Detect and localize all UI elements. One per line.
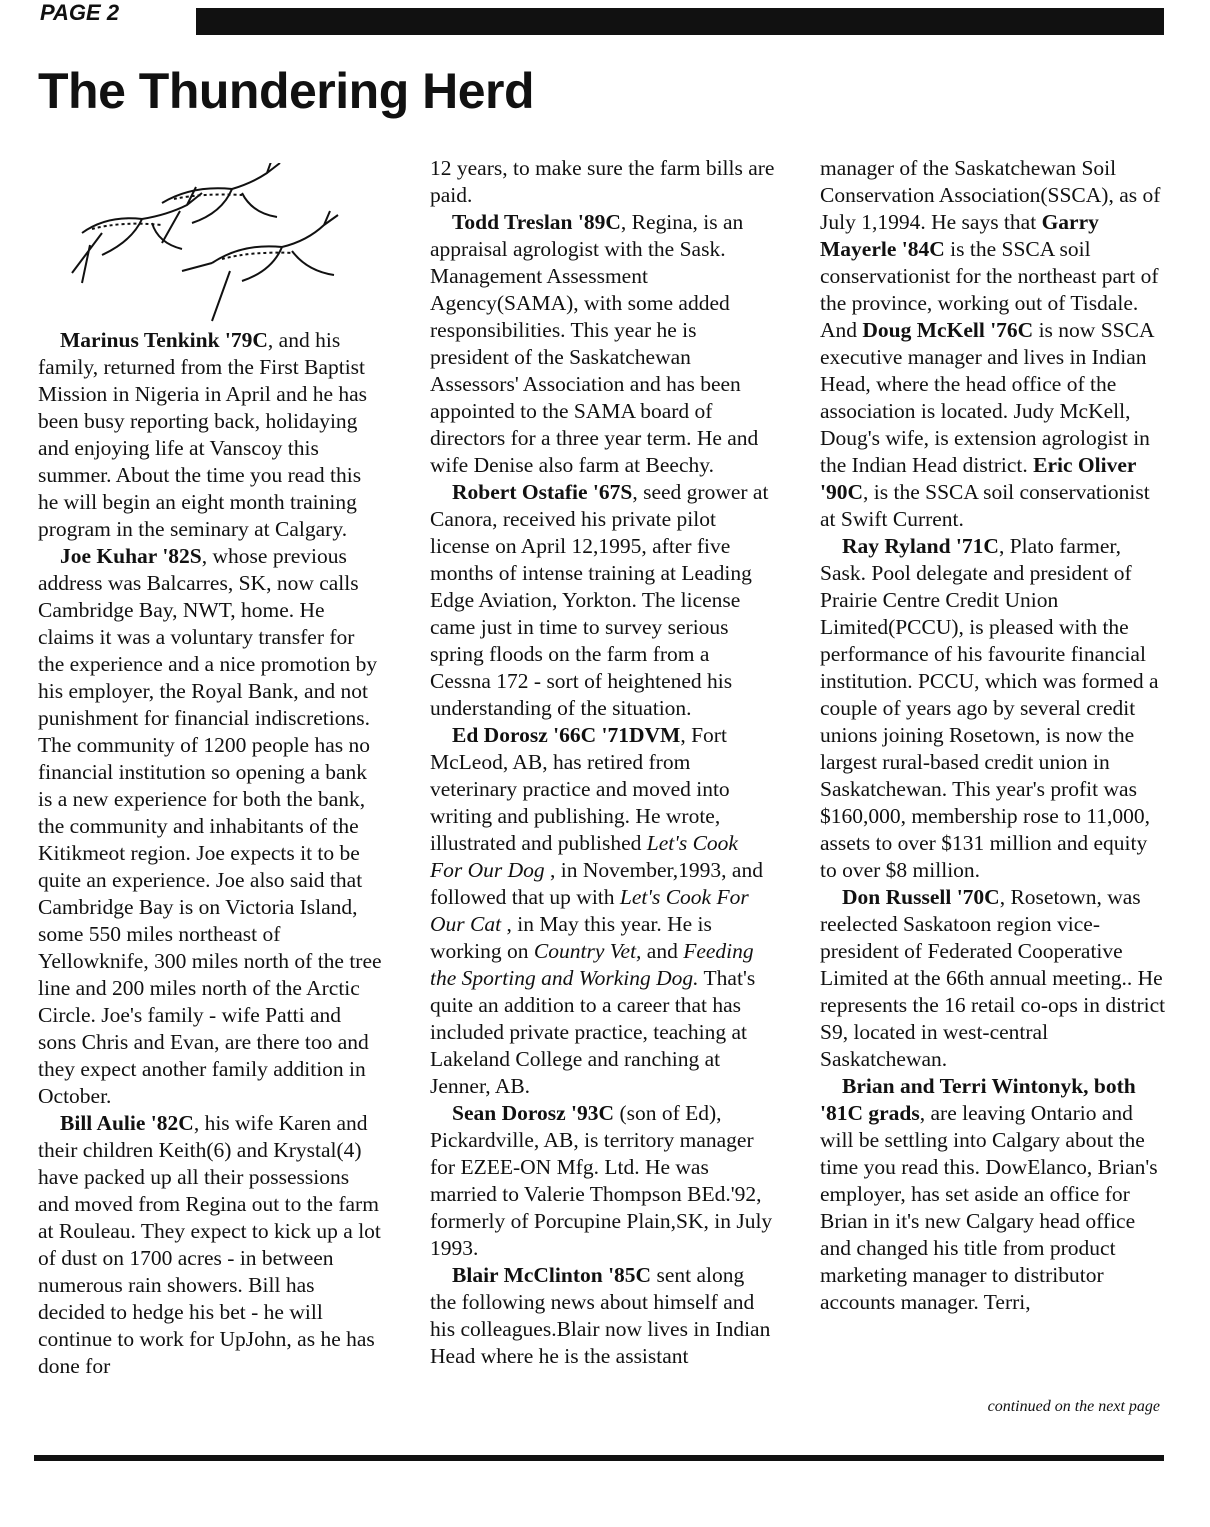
news-item xyxy=(38,327,383,543)
book-title: Country Vet, xyxy=(533,939,642,963)
news-item xyxy=(38,543,383,1110)
news-item xyxy=(430,479,775,722)
alumni-name: Brian and Terri Wintonyk, both '81C grads xyxy=(820,1074,1136,1125)
news-item xyxy=(430,209,775,479)
news-text: , and his family, returned from the First Baptist Mission in Nigeria in April and he has been busy reporting back, holidaying and enjoying life at Vanscoy this summer. About the time you read this he will begin an eight month training program in the seminary at Calgary. xyxy=(38,328,368,541)
news-item xyxy=(430,1100,775,1262)
alumni-name: Garry Mayerle '84C xyxy=(820,210,1099,261)
alumni-name: Joe Kuhar '82S xyxy=(60,544,202,568)
news-item xyxy=(820,884,1168,1073)
news-text: , Rosetown, was reelected Saskatoon region vice-president of Federated Cooperative Limited at the 66th annual meeting.. He represents the 16 retail co-ops in district S9, located in west-central Saskatchewan. xyxy=(820,885,1166,1071)
news-text: , Fort McLeod, AB, has retired from veterinary practice and moved into writing and publishing. He wrote, illustrated and published xyxy=(430,723,730,855)
news-text: , Plato farmer, Sask. Pool delegate and president of Prairie Centre Credit Union Limited(PCCU), is pleased with the performance of his favourite financial institution. PCCU, which was formed a couple of years ago by several credit unions joining Rosetown, is now the largest rural-based credit union in Saskatchewan. This year's profit was $160,000, membership rose to 11,000, assets to over $131 million and equity to over $8 million. xyxy=(820,534,1159,882)
news-text: , whose previous address was Balcarres, SK, now calls Cambridge Bay, NWT, home. He claims it was a voluntary transfer for the experience and a nice promotion by his employer, the Royal Bank, and not punishment for financial indiscretions. The community of 1200 people has no financial institution so opening a bank is a new experience for both the bank, the community and inhabitants of the Kitikmeot region. Joe expects it to be quite an experience. Joe also said that Cambridge Bay is on Victoria Island, some 550 miles northeast of Yellowknife, 300 miles north of the tree line and 200 miles north of the Arctic Circle. Joe's family - wife Patti and sons Chris and Evan, are there too and they expect another family addition in October. xyxy=(38,544,382,1108)
alumni-name: Don Russell '70C xyxy=(842,885,1000,909)
news-text: , in November,1993, and followed that up with xyxy=(430,858,763,909)
alumni-name: Robert Ostafie '67S xyxy=(452,480,633,504)
alumni-name: Ed Dorosz '66C '71DVM xyxy=(452,723,681,747)
news-text: sent along the following news about himself and his colleagues.Blair now lives in Indian Head where he is the assistant xyxy=(430,1263,771,1368)
news-item xyxy=(38,1110,383,1380)
alumni-name: Bill Aulie '82C xyxy=(60,1111,194,1135)
leaping-antelopes-icon xyxy=(62,163,352,323)
news-text: , Regina, is an appraisal agrologist with the Sask. Management Assessment Agency(SAMA), with some added responsibilities. This year he is president of the Saskatchewan Assessors' Association and has been appointed to the SAMA board of directors for a three year term. He and wife Denise also farm at Beechy. xyxy=(430,210,759,477)
news-text: , are leaving Ontario and will be settling into Calgary about the time you read this. DowElanco, Brian's employer, has set aside an office for Brian in it's new Calgary head office and changed his title from product marketing manager to distributor accounts manager. Terri, xyxy=(820,1101,1158,1314)
column-3 xyxy=(820,155,1168,1316)
book-title: Feeding the Sporting and Working Dog. xyxy=(430,939,754,990)
news-text: and xyxy=(641,939,684,963)
column-2 xyxy=(430,155,775,1370)
news-text: is now SSCA executive manager and lives in Indian Head, where the head office of the association is located. Judy McKell, Doug's wife, is extension agrologist in the Indian Head district. xyxy=(820,318,1154,477)
alumni-name: Doug McKell '76C xyxy=(862,318,1034,342)
news-text: That's quite an addition to a career that has included private practice, teaching at Lakeland College and ranching at Jenner, AB. xyxy=(430,966,756,1098)
alumni-name: Ray Ryland '71C xyxy=(842,534,999,558)
continued-note: continued on the next page xyxy=(987,1398,1160,1415)
page-title: The Thundering Herd xyxy=(38,63,535,119)
news-text: , in May this year. He is working on xyxy=(430,912,712,963)
news-text: manager of the Saskatchewan Soil Conservation Association(SSCA), as of July 1,1994. He says that xyxy=(820,156,1161,234)
book-title: Let's Cook For Our Dog xyxy=(430,831,738,882)
news-item xyxy=(430,722,775,1100)
alumni-name: Sean Dorosz '93C xyxy=(452,1101,615,1125)
news-text: is the SSCA soil conservationist for the northeast part of the province, working out of Tisdale. And xyxy=(820,237,1159,342)
footer-rule xyxy=(34,1455,1164,1461)
news-item xyxy=(820,155,1168,533)
alumni-name: Todd Treslan '89C xyxy=(452,210,621,234)
column-1 xyxy=(38,155,383,1380)
news-item xyxy=(820,533,1168,884)
alumni-name: Eric Oliver '90C xyxy=(820,453,1137,504)
alumni-name: Blair McClinton '85C xyxy=(452,1263,652,1287)
alumni-name: Marinus Tenkink '79C xyxy=(60,328,268,352)
news-text: , is the SSCA soil conservationist at Swift Current. xyxy=(820,480,1150,531)
news-item xyxy=(820,1073,1168,1316)
news-text: (son of Ed), Pickardville, AB, is territory manager for EZEE-ON Mfg. Ltd. He was married to Valerie Thompson BEd.'92, formerly of Porcupine Plain,SK, in July 1993. xyxy=(430,1101,773,1260)
news-item xyxy=(430,1262,775,1370)
header-bar xyxy=(196,8,1164,35)
page-label: PAGE 2 xyxy=(40,0,120,25)
news-text: , seed grower at Canora, received his private pilot license on April 12,1995, after five months of intense training at Leading Edge Aviation, Yorkton. The license came just in time to survey serious spring floods on the farm from a Cessna 172 - sort of heightened his understanding of the situation. xyxy=(430,480,769,720)
news-item: 12 years, to make sure the farm bills are paid. xyxy=(430,156,775,207)
book-title: Let's Cook For Our Cat xyxy=(430,885,749,936)
news-text: , his wife Karen and their children Keith(6) and Krystal(4) have packed up all their possessions and moved from Regina out to the farm at Rouleau. They expect to kick up a lot of dust on 1700 acres - in between numerous rain showers. Bill has decided to hedge his bet - he will continue to work for UpJohn, as he has done for xyxy=(38,1111,381,1378)
